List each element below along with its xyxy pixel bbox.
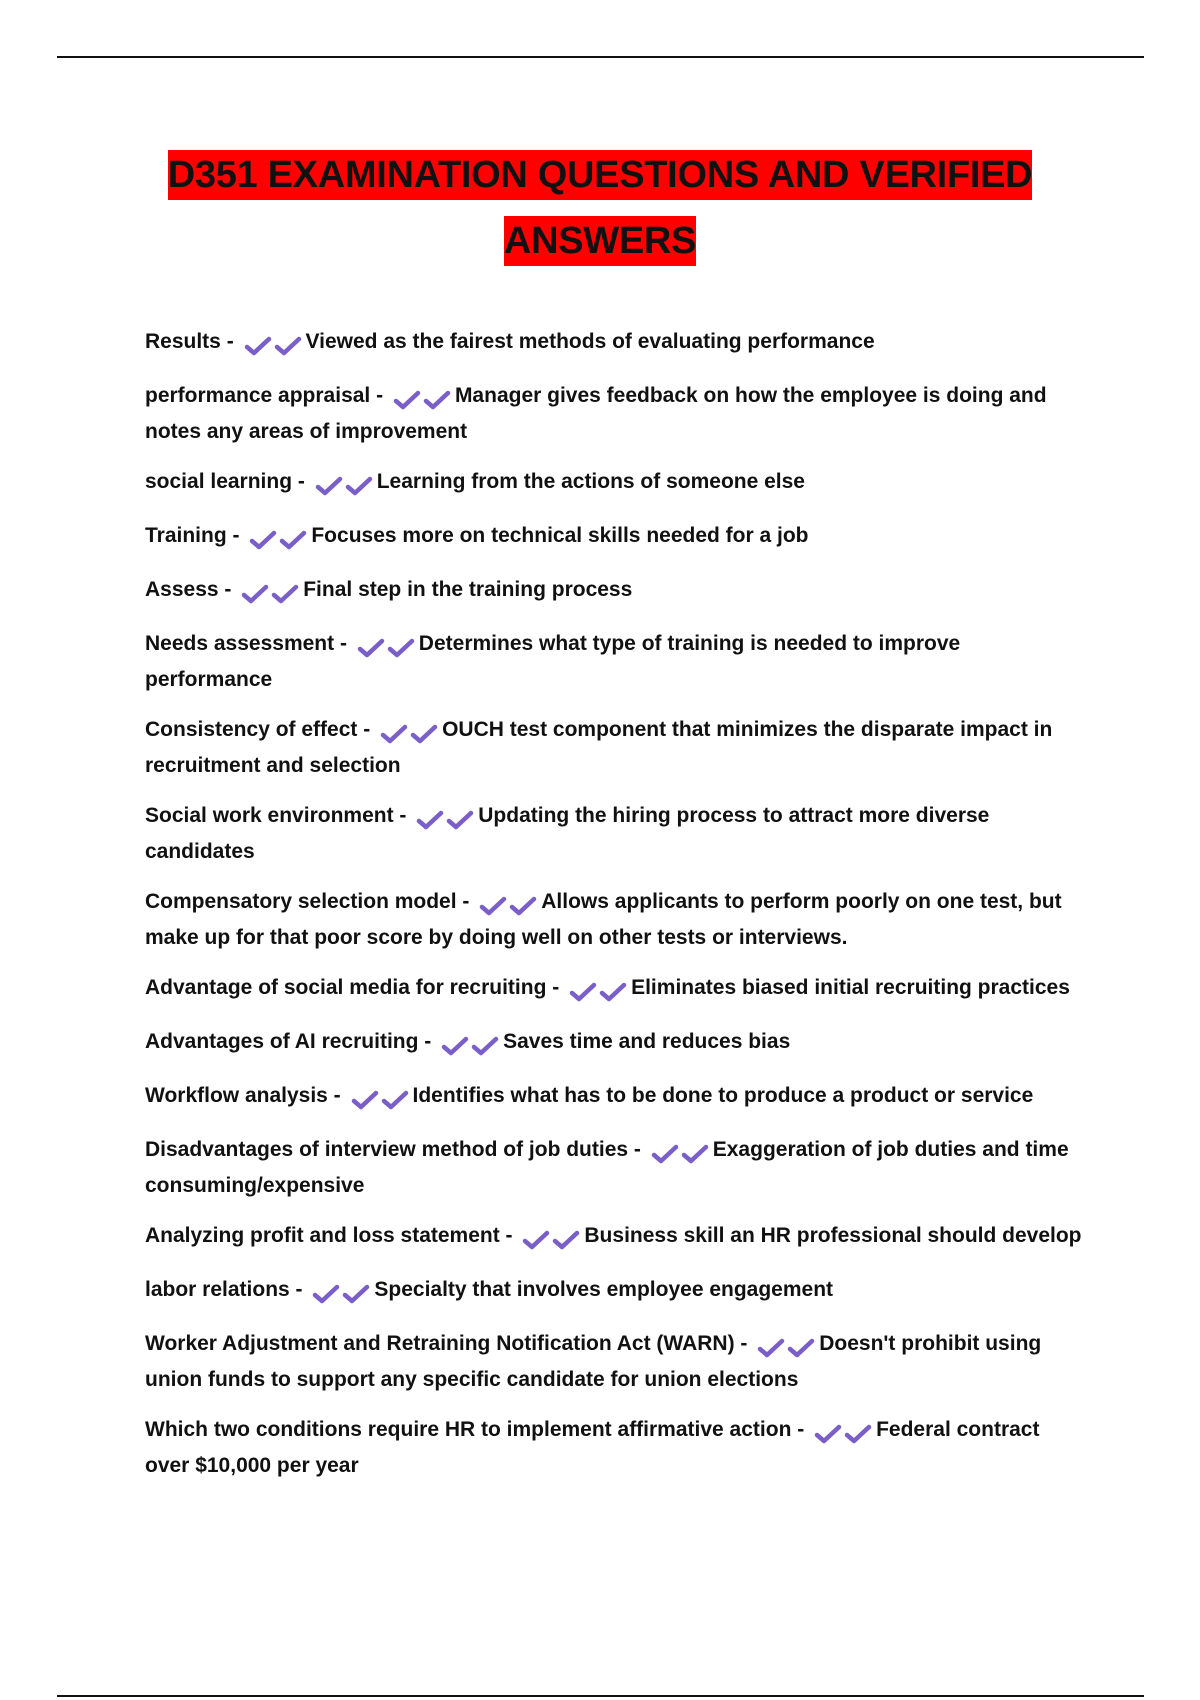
checkmark-icon: [312, 1283, 340, 1305]
verified-checks: [380, 718, 440, 750]
qa-term: Social work environment: [145, 804, 394, 827]
verified-checks: [249, 524, 309, 556]
qa-item: [145, 574, 1085, 610]
checkmark-icon: [241, 583, 269, 605]
title-line-2: ANSWERS: [504, 216, 696, 266]
qa-answer: Focuses more on technical skills needed for a job: [311, 524, 809, 547]
qa-item: [145, 326, 1085, 362]
qa-separator: -: [393, 804, 413, 827]
checkmark-icon: [249, 529, 277, 551]
qa-term: Analyzing profit and loss statement: [145, 1224, 500, 1247]
qa-answer: Specialty that involves employee engagement: [374, 1278, 834, 1301]
verified-checks: [351, 1084, 411, 1116]
title-line-1: D351 EXAMINATION QUESTIONS AND VERIFIED: [168, 150, 1033, 200]
checkmark-icon: [844, 1423, 872, 1445]
checkmark-icon: [416, 809, 444, 831]
qa-item: [145, 1220, 1085, 1256]
verified-checks: [416, 804, 476, 836]
qa-answer: Determines what type of training is needed to improve performance: [145, 632, 961, 691]
qa-answer: Learning from the actions of someone else: [376, 470, 805, 493]
checkmark-icon: [441, 1035, 469, 1057]
checkmark-icon: [393, 389, 421, 411]
qa-separator: -: [546, 976, 566, 999]
checkmark-icon: [380, 723, 408, 745]
qa-separator: -: [418, 1030, 438, 1053]
document-title: [100, 146, 1100, 278]
qa-separator: -: [499, 1224, 519, 1247]
qa-item: [145, 1274, 1085, 1310]
verified-checks: [569, 976, 629, 1008]
qa-item: [145, 520, 1085, 556]
qa-term: labor relations: [145, 1278, 290, 1301]
qa-separator: -: [734, 1332, 754, 1355]
qa-separator: -: [226, 524, 246, 547]
qa-term: social learning: [145, 470, 293, 493]
qa-separator: -: [292, 470, 311, 493]
verified-checks: [479, 890, 539, 922]
qa-separator: -: [370, 384, 389, 407]
qa-term: Compensatory selection model: [145, 890, 457, 913]
checkmark-icon: [599, 981, 627, 1003]
qa-item: [145, 1026, 1085, 1062]
qa-term: Advantages of AI recruiting: [145, 1030, 419, 1053]
qa-item: [145, 1328, 1085, 1396]
qa-separator: -: [220, 330, 240, 353]
checkmark-icon: [569, 981, 597, 1003]
verified-checks: [651, 1138, 711, 1170]
checkmark-icon: [279, 529, 307, 551]
checkmark-icon: [471, 1035, 499, 1057]
qa-item: [145, 800, 1085, 868]
qa-term: Workflow analysis: [145, 1084, 328, 1107]
checkmark-icon: [244, 335, 272, 357]
qa-separator: -: [628, 1138, 647, 1161]
checkmark-icon: [423, 389, 451, 411]
qa-answer: Doesn't prohibit using union funds to support any specific candidate for union elections: [145, 1332, 1042, 1391]
qa-separator: -: [327, 1084, 347, 1107]
verified-checks: [522, 1224, 582, 1256]
qa-answer: Updating the hiring process to attract more diverse candidates: [145, 804, 990, 863]
checkmark-icon: [479, 895, 507, 917]
qa-answer: Federal contract over $10,000 per year: [145, 1418, 1040, 1477]
checkmark-icon: [552, 1229, 580, 1251]
qa-separator: -: [357, 718, 377, 741]
checkmark-icon: [342, 1283, 370, 1305]
checkmark-icon: [509, 895, 537, 917]
qa-term: Training: [145, 524, 227, 547]
verified-checks: [757, 1332, 817, 1364]
checkmark-icon: [446, 809, 474, 831]
checkmark-icon: [787, 1337, 815, 1359]
verified-checks: [357, 632, 417, 664]
qa-item: [145, 714, 1085, 782]
qa-term: Consistency of effect: [145, 718, 358, 741]
qa-answer: Final step in the training process: [303, 578, 633, 601]
verified-checks: [814, 1418, 874, 1450]
qa-answer: Saves time and reduces bias: [503, 1030, 791, 1053]
checkmark-icon: [681, 1143, 709, 1165]
verified-checks: [441, 1030, 501, 1062]
verified-checks: [241, 578, 301, 610]
checkmark-icon: [345, 475, 373, 497]
qa-answer: Identifies what has to be done to produce a product or service: [412, 1084, 1034, 1107]
verified-checks: [393, 384, 453, 416]
qa-item: [145, 886, 1085, 954]
checkmark-icon: [274, 335, 302, 357]
qa-item: [145, 1080, 1085, 1116]
qa-item: [145, 628, 1085, 696]
qa-separator: -: [791, 1418, 811, 1441]
verified-checks: [315, 470, 375, 502]
qa-item: [145, 1414, 1085, 1482]
qa-item: [145, 1134, 1085, 1202]
qa-term: Which two conditions require HR to implement affirmative action: [145, 1418, 792, 1441]
qa-term: Advantage of social media for recruiting: [145, 976, 547, 999]
qa-term: performance appraisal: [145, 384, 371, 407]
verified-checks: [244, 330, 304, 362]
qa-term: Assess: [145, 578, 219, 601]
checkmark-icon: [651, 1143, 679, 1165]
qa-term: Disadvantages of interview method of job duties: [145, 1138, 629, 1161]
qa-answer: Manager gives feedback on how the employee is doing and notes any areas of improvement: [145, 384, 1047, 443]
qa-term: Results: [145, 330, 221, 353]
qa-item: [145, 466, 1085, 502]
checkmark-icon: [522, 1229, 550, 1251]
qa-item: [145, 380, 1085, 448]
checkmark-icon: [757, 1337, 785, 1359]
verified-checks: [312, 1278, 372, 1310]
checkmark-icon: [814, 1423, 842, 1445]
checkmark-icon: [387, 637, 415, 659]
qa-separator: -: [289, 1278, 309, 1301]
qa-separator: -: [456, 890, 476, 913]
qa-item: [145, 972, 1085, 1008]
qa-answer: Eliminates biased initial recruiting practices: [631, 976, 1070, 999]
qa-separator: -: [334, 632, 353, 655]
qa-list: [145, 326, 1085, 1500]
checkmark-icon: [271, 583, 299, 605]
checkmark-icon: [315, 475, 343, 497]
qa-answer: Business skill an HR professional should develop: [584, 1224, 1082, 1247]
qa-term: Worker Adjustment and Retraining Notification Act (WARN): [145, 1332, 735, 1355]
checkmark-icon: [410, 723, 438, 745]
top-rule: [57, 56, 1144, 58]
bottom-rule: [57, 1695, 1144, 1697]
checkmark-icon: [351, 1089, 379, 1111]
qa-answer: Viewed as the fairest methods of evaluating performance: [305, 330, 875, 353]
qa-answer: Allows applicants to perform poorly on one test, but make up for that poor score by doing well on other tests or interviews.: [145, 890, 1062, 949]
checkmark-icon: [381, 1089, 409, 1111]
checkmark-icon: [357, 637, 385, 659]
qa-answer: OUCH test component that minimizes the disparate impact in recruitment and selection: [145, 718, 1053, 777]
qa-term: Needs assessment: [145, 632, 335, 655]
qa-separator: -: [218, 578, 238, 601]
qa-answer: Exaggeration of job duties and time consuming/expensive: [145, 1138, 1069, 1197]
